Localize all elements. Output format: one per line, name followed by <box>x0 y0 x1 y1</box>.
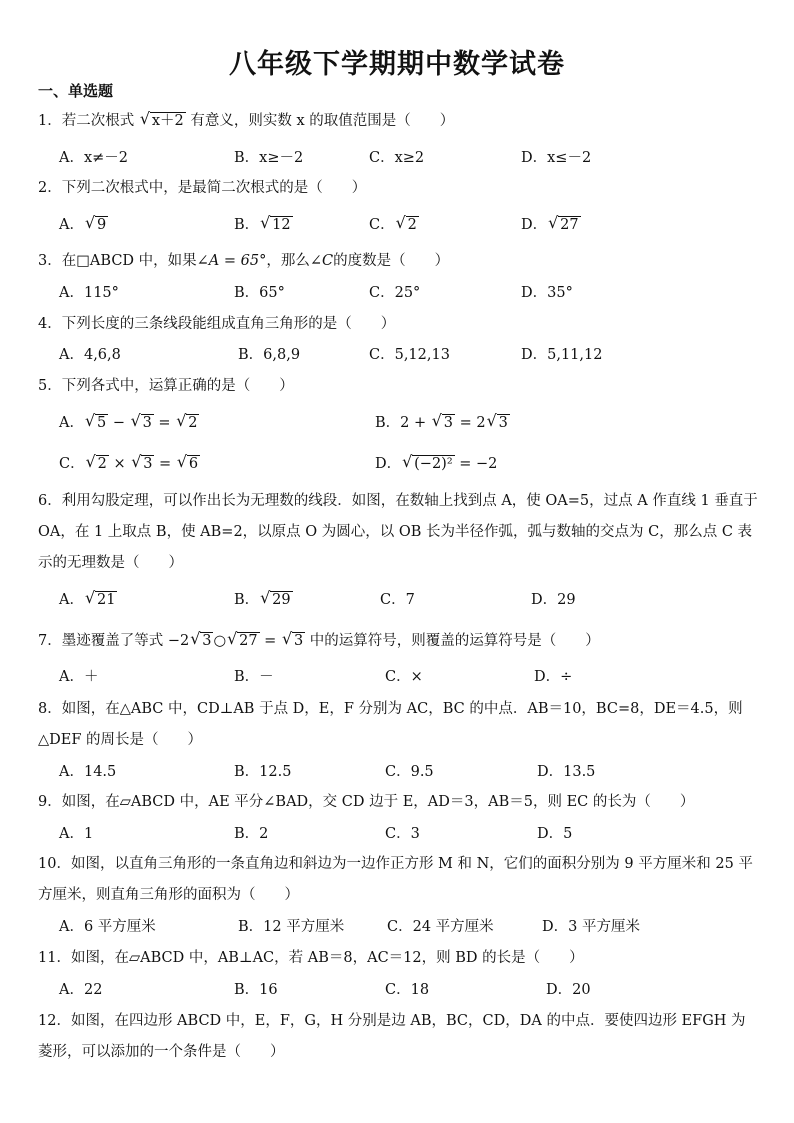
question-3-stem: 3．在□ABCD 中，如果∠A = 65°，那么∠C的度数是（ ） <box>38 253 450 269</box>
question-7-option-d[interactable]: D．÷ <box>534 669 573 685</box>
question-2-stem: 2．下列二次根式中，是最简二次根式的是（ ） <box>38 180 367 196</box>
question-10-option-b[interactable]: B．12 平方厘米 <box>238 919 345 935</box>
question-1-option-c[interactable]: C．x≥2 <box>369 150 425 166</box>
question-8-option-c[interactable]: C．9.5 <box>385 764 434 780</box>
question-10-option-a[interactable]: A．6 平方厘米 <box>59 919 156 935</box>
question-10-option-d[interactable]: D．3 平方厘米 <box>542 919 640 935</box>
question-6-option-d[interactable]: D．29 <box>531 592 576 608</box>
question-11-option-c[interactable]: C．18 <box>385 982 430 998</box>
question-11-option-d[interactable]: D．20 <box>546 982 591 998</box>
question-6-option-a[interactable]: A．√ 21 <box>59 590 117 610</box>
section-heading: 一、单选题 <box>38 82 114 100</box>
page-title: 八年级下学期期中数学试卷 <box>229 49 565 80</box>
question-3-option-a[interactable]: A．115° <box>59 285 119 301</box>
question-9-option-a[interactable]: A．1 <box>59 826 94 842</box>
question-5-stem: 5．下列各式中，运算正确的是（ ） <box>38 378 294 394</box>
question-11-stem: 11．如图，在▱ABCD 中，AB⊥AC，若 AB＝8，AC＝12，则 BD 的长是（ ） <box>38 950 584 966</box>
question-8-option-d[interactable]: D．13.5 <box>537 764 596 780</box>
question-2-option-c[interactable]: C．√ 2 <box>369 215 419 235</box>
question-7-stem: 7．墨迹覆盖了等式 −2√ 3 ○√ 27 = √ 3 中的运算符号，则覆盖的运算符号是（ ） <box>38 631 600 651</box>
question-1-option-a[interactable]: A．x≠－2 <box>59 150 129 166</box>
question-1-stem: 1．若二次根式 √ x＋2 有意义，则实数 x 的取值范围是（ ） <box>38 111 454 131</box>
question-5-option-b[interactable]: B．2 + √ 3 = 2√ 3 <box>375 413 510 433</box>
question-1-option-b[interactable]: B．x≥－2 <box>234 150 304 166</box>
question-6-stem: 6．利用勾股定理，可以作出长为无理数的线段．如图，在数轴上找到点 A，使 OA=5，过点 A 作直线 1 垂直于 OA，在 1 上取点 B，使 AB=2，以原点 O 为圆心，以 OB 长为半径作弧，弧与数轴的交点为 C，那么点 C 表示的无理数是（ ） <box>38 493 758 571</box>
question-3-option-d[interactable]: D．35° <box>521 285 573 301</box>
question-11-option-a[interactable]: A．22 <box>59 982 103 998</box>
question-8-option-a[interactable]: A．14.5 <box>59 764 117 780</box>
question-2-option-d[interactable]: D．√ 27 <box>521 215 581 235</box>
question-7-option-a[interactable]: A．＋ <box>59 669 99 685</box>
question-9-option-d[interactable]: D．5 <box>537 826 573 842</box>
question-3-option-c[interactable]: C．25° <box>369 285 421 301</box>
question-10-stem: 10．如图，以直角三角形的一条直角边和斜边为一边作正方形 M 和 N，它们的面积分别为 9 平方厘米和 25 平方厘米，则直角三角形的面积为（ ） <box>38 856 753 903</box>
question-4-option-b[interactable]: B．6,8,9 <box>238 347 301 363</box>
question-11-option-b[interactable]: B．16 <box>234 982 278 998</box>
question-9-option-b[interactable]: B．2 <box>234 826 269 842</box>
question-5-option-d[interactable]: D．√ (−2)² = −2 <box>375 454 497 474</box>
question-12-stem: 12．如图，在四边形 ABCD 中，E，F，G，H 分别是边 AB，BC，CD，DA 的中点．要使四边形 EFGH 为菱形，可以添加的一个条件是（ ） <box>38 1013 746 1060</box>
question-10-option-c[interactable]: C．24 平方厘米 <box>387 919 494 935</box>
question-4-option-c[interactable]: C．5,12,13 <box>369 347 450 363</box>
question-4-option-a[interactable]: A．4,6,8 <box>59 347 121 363</box>
question-2-option-a[interactable]: A．√ 9 <box>59 215 108 235</box>
question-5-option-c[interactable]: C．√ 2 × √ 3 = √ 6 <box>59 454 200 474</box>
question-5-option-a[interactable]: A．√ 5 − √ 3 = √ 2 <box>59 413 199 433</box>
question-7-option-c[interactable]: C．× <box>385 669 423 685</box>
question-3-option-b[interactable]: B．65° <box>234 285 285 301</box>
question-9-option-c[interactable]: C．3 <box>385 826 420 842</box>
question-9-stem: 9．如图，在▱ABCD 中，AE 平分∠BAD，交 CD 边于 E，AD＝3，AB＝5，则 EC 的长为（ ） <box>38 794 695 810</box>
question-7-option-b[interactable]: B．－ <box>234 669 274 685</box>
sqrt-expression: √ x＋2 <box>141 111 186 131</box>
question-8-option-b[interactable]: B．12.5 <box>234 764 292 780</box>
question-4-option-d[interactable]: D．5,11,12 <box>521 347 603 363</box>
question-6-option-c[interactable]: C．7 <box>380 592 415 608</box>
question-2-option-b[interactable]: B．√ 12 <box>234 215 293 235</box>
question-4-stem: 4．下列长度的三条线段能组成直角三角形的是（ ） <box>38 316 396 332</box>
question-6-option-b[interactable]: B．√ 29 <box>234 590 293 610</box>
question-8-stem: 8．如图，在△ABC 中，CD⊥AB 于点 D，E，F 分别为 AC，BC 的中点．AB＝10，BC=8，DE＝4.5，则△DEF 的周长是（ ） <box>38 701 743 748</box>
question-1-option-d[interactable]: D．x≤－2 <box>521 150 592 166</box>
